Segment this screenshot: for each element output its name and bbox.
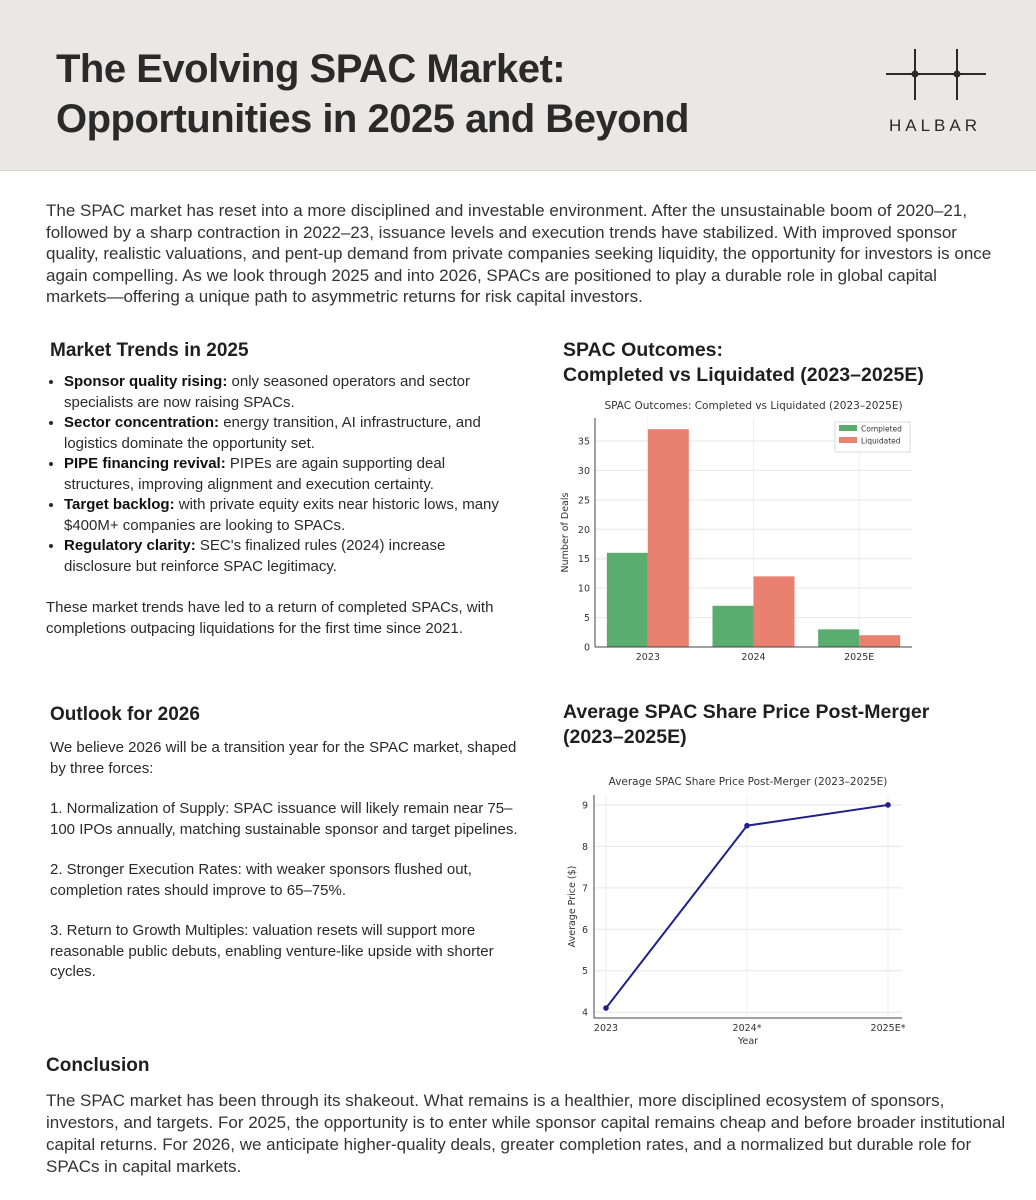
bar-liquidated [648,429,689,647]
trend-label: Sector concentration: [64,414,220,431]
chart2-heading-line1: Average SPAC Share Price Post-Merger [563,701,930,723]
chart1-heading [563,338,924,388]
outlook-point-2: 2. Stronger Execution Rates: with weaker sponsors flushed out, completion rates should improve to 65–75%. [50,861,472,899]
y-tick-label: 25 [577,495,590,507]
x-tick-label: 2025E [844,652,875,663]
legend-swatch [839,437,857,443]
data-point [603,1005,609,1011]
trend-item [64,536,516,577]
x-axis-label: Year [737,1036,759,1047]
y-tick-label: 20 [577,524,590,536]
trend-text: energy transition, AI infrastructure, and logistics dominate the opportunity set. [64,414,481,452]
conclusion-heading: Conclusion [46,1055,150,1076]
trend-item [64,495,516,536]
logo-text: HALBAR [888,116,982,135]
trend-label: PIPE financing revival: [64,455,226,472]
outcomes-bar-chart [555,395,935,665]
chart-title: SPAC Outcomes: Completed vs Liquidated (2023–2025E) [604,400,903,412]
chart-title: Average SPAC Share Price Post-Merger (2023–2025E) [608,776,888,788]
y-tick-label: 10 [577,583,590,595]
y-axis-label: Average Price ($) [567,865,578,948]
x-tick-label: 2024* [732,1023,762,1034]
y-tick-label: 9 [581,800,588,812]
trend-text: PIPEs are again supporting deal structures, improving alignment and execution certainty. [64,455,446,493]
y-tick-label: 0 [583,642,590,654]
y-tick-label: 8 [581,841,588,853]
trend-label: Sponsor quality rising: [64,373,228,390]
y-tick-label: 35 [577,436,590,448]
trend-item [64,413,516,454]
legend-swatch [839,425,857,431]
trend-text: SEC's finalized rules (2024) increase disclosure but reinforce SPAC legitimacy. [64,537,446,575]
chart2-heading-line2: (2023–2025E) [563,726,687,748]
y-tick-label: 15 [577,554,590,566]
share-price-line-chart [555,770,935,1050]
x-tick-label: 2023 [593,1023,619,1034]
chart1-heading-line1: SPAC Outcomes: [563,339,723,361]
x-tick-label: 2024 [741,652,766,663]
page-title [56,44,689,144]
trend-label: Target backlog: [64,496,175,513]
legend-label: Liquidated [861,436,901,446]
bar-completed [818,629,859,647]
conclusion-paragraph: The SPAC market has been through its shakeout. What remains is a healthier, more disciplined ecosystem of sponsors, investors, and targets. For 2025, the opportunity is to enter while sponsor capital remains cheap and before broader institutional capital returns. For 2026, we anticipate higher-quality deals, greater completion rates, and a normalized but durable role for SPACs in capital markets. [46,1091,1006,1176]
y-tick-label: 4 [581,1007,588,1019]
trend-text: with private equity exits near historic lows, many $400M+ companies are looking to SPACs. [64,496,499,534]
outlook-intro: We believe 2026 will be a transition year for the SPAC market, shaped by three forces: [50,739,517,777]
trend-label: Regulatory clarity: [64,537,196,554]
title-line-1: The Evolving SPAC Market: [56,47,566,91]
header [0,0,1036,171]
legend-label: Completed [861,424,902,434]
intro-paragraph: The SPAC market has reset into a more disciplined and investable environment. After the unsustainable boom of 2020–21, followed by a sharp contraction in 2022–23, issuance levels and execution trends have stabilized. With improved sponsor quality, realistic valuations, and pent-up demand from private companies seeking liquidity, the opportunity for investors is once again compelling. As we look through 2025 and into 2026, SPACs are positioned to play a durable role in global capital markets—offering a unique path to asymmetric returns for risk capital investors. [46,201,992,306]
y-tick-label: 5 [581,966,588,978]
x-tick-label: 2025E* [870,1023,906,1034]
y-tick-label: 5 [583,613,590,625]
trend-item [64,454,516,495]
outlook-heading: Outlook for 2026 [50,704,200,725]
trends-list [46,372,516,639]
y-tick-label: 6 [581,924,588,936]
outlook-body [50,738,520,983]
y-tick-label: 30 [577,465,590,477]
y-tick-label: 7 [581,883,588,895]
chart2-heading [563,700,929,750]
trends-heading: Market Trends in 2025 [50,340,249,361]
title-line-2: Opportunities in 2025 and Beyond [56,97,689,141]
outlook-point-1: 1. Normalization of Supply: SPAC issuance will likely remain near 75–100 IPOs annually, matching sustainable sponsor and target pipelines. [50,800,518,838]
trend-text: only seasoned operators and sector specialists are now raising SPACs. [64,373,471,411]
x-tick-label: 2023 [635,652,660,663]
y-axis-label: Number of Deals [560,492,571,573]
data-point [885,802,891,808]
trends-summary: These market trends have led to a return of completed SPACs, with completions outpacing liquidations for the first time since 2021. [46,599,494,637]
trend-item [64,372,516,413]
chart1-heading-line2: Completed vs Liquidated (2023–2025E) [563,364,924,386]
bar-completed [607,553,648,647]
bar-liquidated [859,635,900,647]
data-point [744,823,750,829]
bar-completed [713,606,754,647]
outlook-point-3: 3. Return to Growth Multiples: valuation resets will support more reasonable public debuts, enabling venture-like upside with shorter cycles. [50,922,494,980]
bar-liquidated [754,576,795,647]
